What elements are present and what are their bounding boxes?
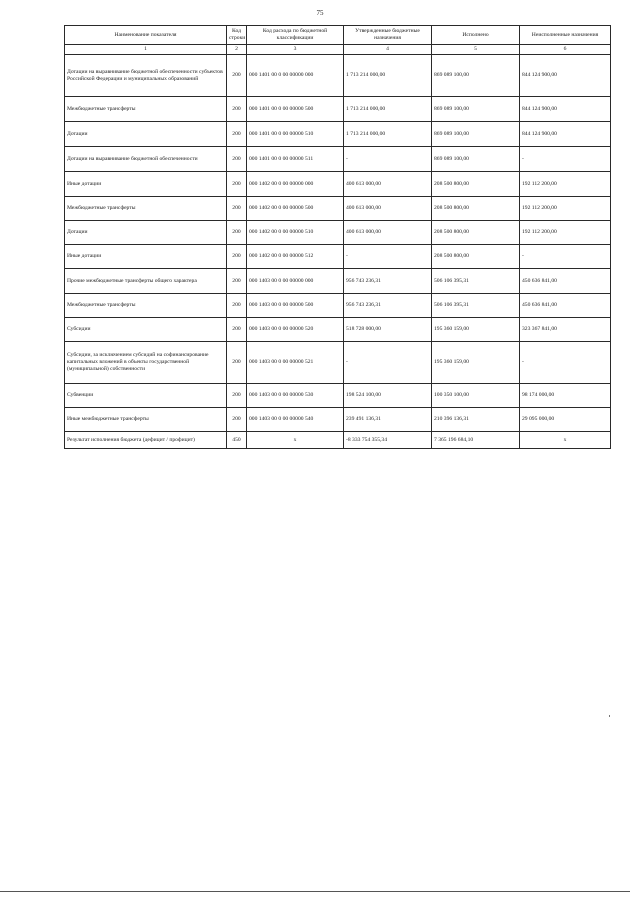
unexecuted-amount: 29 095 000,00 (520, 408, 611, 432)
approved-amount: 956 743 236,31 (344, 294, 432, 318)
indicator-name: Межбюджетные трансферты (65, 197, 227, 221)
line-code: 200 (227, 384, 247, 408)
executed-amount: 869 089 100,00 (432, 55, 520, 97)
unexecuted-amount: 450 636 841,00 (520, 294, 611, 318)
line-code: 200 (227, 55, 247, 97)
approved-amount: 1 713 214 000,00 (344, 97, 432, 122)
table-row (65, 245, 611, 269)
indicator-name: Дотации на выравнивание бюджетной обеспеченности (65, 147, 227, 172)
approved-amount: 1 713 214 000,00 (344, 122, 432, 147)
result-line-code: 450 (227, 432, 247, 449)
column-number: 2 (227, 45, 247, 55)
approved-amount: 198 524 100,00 (344, 384, 432, 408)
indicator-name: Субсидии, за исключением субсидий на софинансирование капитальных вложений в объекты государственной (муниципальной) собственности (65, 342, 227, 384)
executed-amount: 869 089 100,00 (432, 122, 520, 147)
approved-amount: 400 613 000,00 (344, 221, 432, 245)
expense-code: 000 1401 00 0 00 00000 510 (247, 122, 344, 147)
table-row (65, 172, 611, 197)
result-expense-code: x (247, 432, 344, 449)
approved-amount: - (344, 245, 432, 269)
expense-code: 000 1402 00 0 00 00000 500 (247, 197, 344, 221)
unexecuted-amount: 844 124 900,00 (520, 122, 611, 147)
page-bottom-border (0, 891, 630, 892)
header-expense-code: Код расхода по бюджетной классификации (247, 26, 344, 45)
line-code: 200 (227, 147, 247, 172)
expense-code: 000 1402 00 0 00 00000 000 (247, 172, 344, 197)
header-indicator-name: Наименование показателя (65, 26, 227, 45)
unexecuted-amount: - (520, 245, 611, 269)
result-approved-amount: -8 333 754 355,34 (344, 432, 432, 449)
table-header-row (65, 26, 611, 45)
unexecuted-amount: 844 124 900,00 (520, 97, 611, 122)
column-number: 5 (432, 45, 520, 55)
expense-code: 000 1403 00 0 00 00000 520 (247, 318, 344, 342)
table-row (65, 269, 611, 294)
executed-amount: 100 350 100,00 (432, 384, 520, 408)
line-code: 200 (227, 342, 247, 384)
unexecuted-amount: - (520, 342, 611, 384)
header-line-code: Код строки (227, 26, 247, 45)
budget-execution-table (64, 25, 611, 449)
expense-code: 000 1403 00 0 00 00000 000 (247, 269, 344, 294)
expense-code: 000 1403 00 0 00 00000 540 (247, 408, 344, 432)
line-code: 200 (227, 122, 247, 147)
result-executed-amount: 7 365 196 684,10 (432, 432, 520, 449)
unexecuted-amount: - (520, 147, 611, 172)
column-number-row (65, 45, 611, 55)
line-code: 200 (227, 97, 247, 122)
expense-code: 000 1403 00 0 00 00000 530 (247, 384, 344, 408)
expense-code: 000 1401 00 0 00 00000 511 (247, 147, 344, 172)
table-row (65, 147, 611, 172)
line-code: 200 (227, 269, 247, 294)
indicator-name: Прочие межбюджетные трансферты общего характера (65, 269, 227, 294)
table-row (65, 55, 611, 97)
unexecuted-amount: 323 367 841,00 (520, 318, 611, 342)
result-name: Результат исполнения бюджета (дефицит / профицит) (65, 432, 227, 449)
table-row (65, 384, 611, 408)
unexecuted-amount: 192 112 200,00 (520, 197, 611, 221)
table-row (65, 221, 611, 245)
table-row (65, 342, 611, 384)
line-code: 200 (227, 294, 247, 318)
line-code: 200 (227, 197, 247, 221)
indicator-name: Субвенции (65, 384, 227, 408)
scan-mark (609, 715, 610, 717)
indicator-name: Субсидии (65, 318, 227, 342)
header-executed: Исполнено (432, 26, 520, 45)
table-row (65, 294, 611, 318)
column-number: 6 (520, 45, 611, 55)
executed-amount: 195 360 159,00 (432, 342, 520, 384)
page-number: 75 (316, 9, 324, 17)
unexecuted-amount: 192 112 200,00 (520, 172, 611, 197)
approved-amount: 518 728 000,00 (344, 318, 432, 342)
approved-amount: 239 491 136,31 (344, 408, 432, 432)
approved-amount: 956 743 236,31 (344, 269, 432, 294)
indicator-name: Межбюджетные трансферты (65, 294, 227, 318)
line-code: 200 (227, 318, 247, 342)
result-row (65, 432, 611, 449)
unexecuted-amount: 844 124 900,00 (520, 55, 611, 97)
expense-code: 000 1403 00 0 00 00000 521 (247, 342, 344, 384)
expense-code: 000 1401 00 0 00 00000 000 (247, 55, 344, 97)
executed-amount: 208 500 800,00 (432, 197, 520, 221)
approved-amount: 1 713 214 000,00 (344, 55, 432, 97)
expense-code: 000 1402 00 0 00 00000 512 (247, 245, 344, 269)
table-row (65, 318, 611, 342)
executed-amount: 210 396 136,31 (432, 408, 520, 432)
result-unexecuted-amount: x (520, 432, 611, 449)
column-number: 3 (247, 45, 344, 55)
approved-amount: 400 613 000,00 (344, 197, 432, 221)
line-code: 200 (227, 408, 247, 432)
approved-amount: 400 613 000,00 (344, 172, 432, 197)
expense-code: 000 1401 00 0 00 00000 500 (247, 97, 344, 122)
column-number: 4 (344, 45, 432, 55)
column-number: 1 (65, 45, 227, 55)
expense-code: 000 1402 00 0 00 00000 510 (247, 221, 344, 245)
table-row (65, 97, 611, 122)
unexecuted-amount: 98 174 000,00 (520, 384, 611, 408)
approved-amount: - (344, 147, 432, 172)
table-row (65, 122, 611, 147)
executed-amount: 208 500 800,00 (432, 172, 520, 197)
unexecuted-amount: 192 112 200,00 (520, 221, 611, 245)
header-unexecuted: Неисполненные назначения (520, 26, 611, 45)
indicator-name: Иные дотации (65, 245, 227, 269)
unexecuted-amount: 450 636 841,00 (520, 269, 611, 294)
indicator-name: Иные межбюджетные трансферты (65, 408, 227, 432)
header-approved: Утвержденные бюджетные назначения (344, 26, 432, 45)
line-code: 200 (227, 221, 247, 245)
indicator-name: Дотации на выравнивание бюджетной обеспеченности субъектов Российской Федерации и муниципальных образований (65, 55, 227, 97)
indicator-name: Дотации (65, 221, 227, 245)
executed-amount: 869 089 100,00 (432, 97, 520, 122)
line-code: 200 (227, 172, 247, 197)
table-row (65, 197, 611, 221)
indicator-name: Межбюджетные трансферты (65, 97, 227, 122)
indicator-name: Дотации (65, 122, 227, 147)
approved-amount: - (344, 342, 432, 384)
indicator-name: Иные дотации (65, 172, 227, 197)
expense-code: 000 1403 00 0 00 00000 500 (247, 294, 344, 318)
executed-amount: 208 500 800,00 (432, 245, 520, 269)
table-body (65, 55, 611, 449)
executed-amount: 208 500 800,00 (432, 221, 520, 245)
line-code: 200 (227, 245, 247, 269)
executed-amount: 195 360 159,00 (432, 318, 520, 342)
table-row (65, 408, 611, 432)
executed-amount: 506 106 395,31 (432, 269, 520, 294)
executed-amount: 506 106 395,31 (432, 294, 520, 318)
executed-amount: 869 089 100,00 (432, 147, 520, 172)
